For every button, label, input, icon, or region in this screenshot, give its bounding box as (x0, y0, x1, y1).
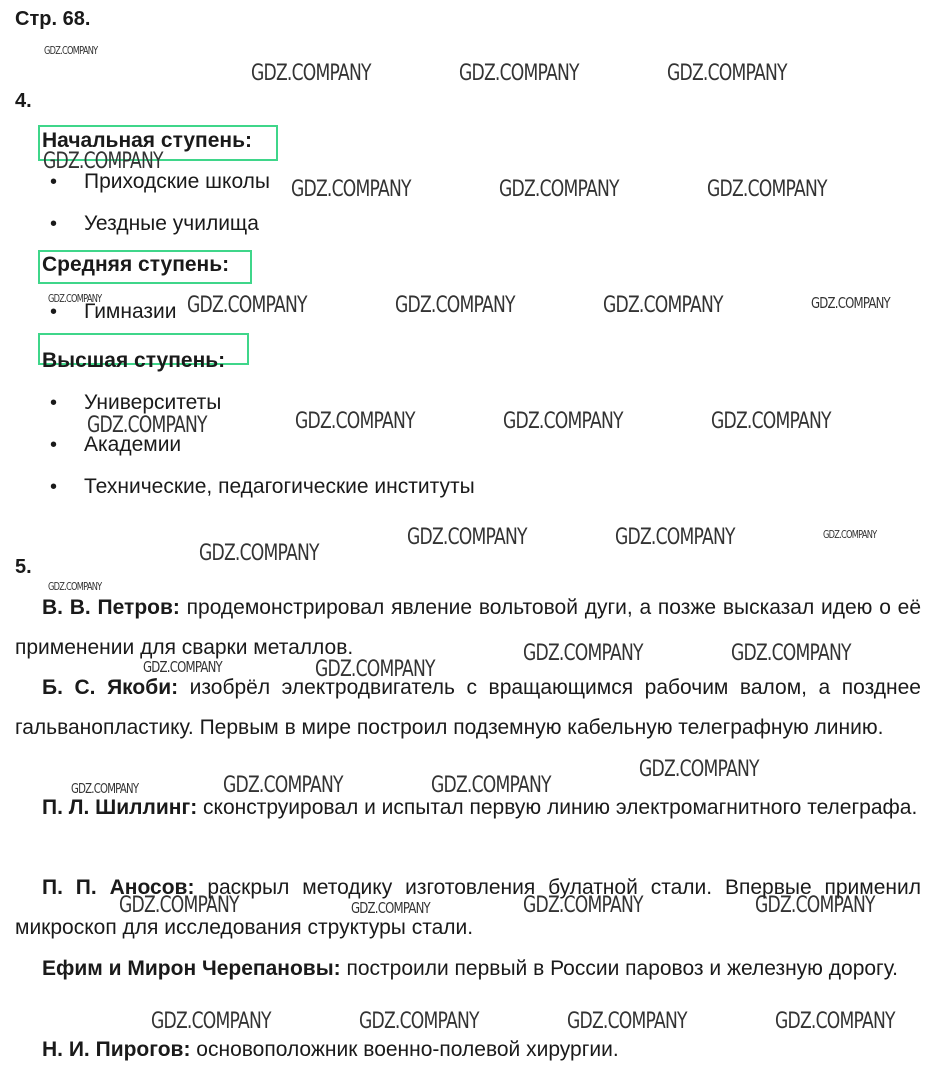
watermark: GDZ.COMPANY (223, 773, 343, 798)
list-item-label: Приходские школы (84, 170, 271, 193)
list-item-label: Университеты (84, 391, 222, 414)
watermark: GDZ.COMPANY (567, 1009, 687, 1034)
scientist-entry-cherepanov (15, 949, 921, 989)
bullet-icon: • (50, 171, 58, 193)
watermark: GDZ.COMPANY (755, 893, 875, 918)
list-item (50, 475, 475, 499)
scientist-name: Б. С. Якоби: (42, 676, 179, 699)
watermark: GDZ.COMPANY (775, 1009, 895, 1034)
watermark: GDZ.COMPANY (43, 149, 163, 174)
bullet-icon: • (50, 476, 58, 498)
watermark: GDZ.COMPANY (811, 294, 890, 312)
watermark: GDZ.COMPANY (407, 525, 527, 550)
task-4-number: 4. (15, 90, 32, 112)
scientist-name: П. П. Аносов: (42, 876, 195, 899)
watermark: GDZ.COMPANY (44, 44, 98, 57)
scientist-name: Н. И. Пирогов: (42, 1038, 191, 1061)
watermark: GDZ.COMPANY (395, 293, 515, 318)
watermark: GDZ.COMPANY (707, 177, 827, 202)
scientist-description: раскрыл методику изготовления булатной стали. Впервые применил микроскоп для исследования структуры стали. (15, 876, 921, 939)
watermark: GDZ.COMPANY (459, 61, 579, 86)
bullet-icon: • (50, 213, 58, 235)
bullet-icon: • (50, 301, 58, 323)
watermark: GDZ.COMPANY (119, 893, 239, 918)
watermark: GDZ.COMPANY (499, 177, 619, 202)
scientist-description: основоположник военно-полевой хирургии. (190, 1038, 619, 1061)
list-item (50, 391, 221, 415)
watermark: GDZ.COMPANY (431, 773, 551, 798)
watermark: GDZ.COMPANY (603, 293, 723, 318)
page-title: Стр. 68. (15, 8, 91, 30)
scientist-name: В. В. Петров: (42, 596, 180, 619)
scientist-description: изобрёл электродвигатель с вращающимся рабочим валом, а позднее гальванопластику. Первым в мире построил подземную кабельную телеграфную линию. (15, 676, 921, 739)
bullet-icon: • (50, 434, 58, 456)
watermark: GDZ.COMPANY (711, 409, 831, 434)
scientist-description: сконструировал и испытал первую линию электромагнитного телеграфа. (197, 796, 918, 819)
scientist-name: Ефим и Мирон Черепановы: (42, 957, 341, 980)
scientist-name: П. Л. Шиллинг: (42, 796, 198, 819)
watermark: GDZ.COMPANY (143, 658, 222, 676)
watermark: GDZ.COMPANY (523, 641, 643, 666)
list-item (50, 212, 259, 236)
list-item-label: Академии (84, 433, 182, 456)
task-5-number: 5. (15, 556, 32, 578)
watermark: GDZ.COMPANY (71, 782, 139, 797)
watermark: GDZ.COMPANY (151, 1009, 271, 1034)
scientist-description: построили первый в России паровоз и железную дорогу. (340, 957, 898, 980)
watermark: GDZ.COMPANY (351, 899, 430, 917)
watermark: GDZ.COMPANY (315, 657, 435, 682)
watermark: GDZ.COMPANY (295, 409, 415, 434)
stage-heading-higher: Высшая ступень: (42, 349, 226, 372)
list-item-label: Уездные училища (84, 212, 259, 235)
list-item-label: Технические, педагогические институты (84, 475, 475, 498)
watermark: GDZ.COMPANY (251, 61, 371, 86)
watermark: GDZ.COMPANY (667, 61, 787, 86)
watermark: GDZ.COMPANY (523, 893, 643, 918)
watermark: GDZ.COMPANY (187, 293, 307, 318)
scientist-entry-pirogov (15, 1030, 921, 1070)
watermark: GDZ.COMPANY (639, 757, 759, 782)
scientist-description: продемонстрировал явление вольтовой дуги, а позже высказал идею о её применении для сварки металлов. (15, 596, 922, 659)
watermark: GDZ.COMPANY (503, 409, 623, 434)
watermark: GDZ.COMPANY (359, 1009, 479, 1034)
list-item-label: Гимназии (84, 300, 177, 323)
bullet-icon: • (50, 392, 58, 414)
stage-heading-secondary: Средняя ступень: (42, 253, 230, 276)
watermark: GDZ.COMPANY (615, 525, 735, 550)
scientist-entry-jacobi (15, 668, 921, 748)
watermark: GDZ.COMPANY (731, 641, 851, 666)
watermark: GDZ.COMPANY (823, 528, 877, 541)
watermark: GDZ.COMPANY (48, 292, 102, 305)
stage-heading-primary: Начальная ступень: (42, 129, 253, 152)
watermark: GDZ.COMPANY (199, 541, 319, 566)
watermark: GDZ.COMPANY (87, 413, 207, 438)
watermark: GDZ.COMPANY (291, 177, 411, 202)
watermark: GDZ.COMPANY (48, 580, 102, 593)
